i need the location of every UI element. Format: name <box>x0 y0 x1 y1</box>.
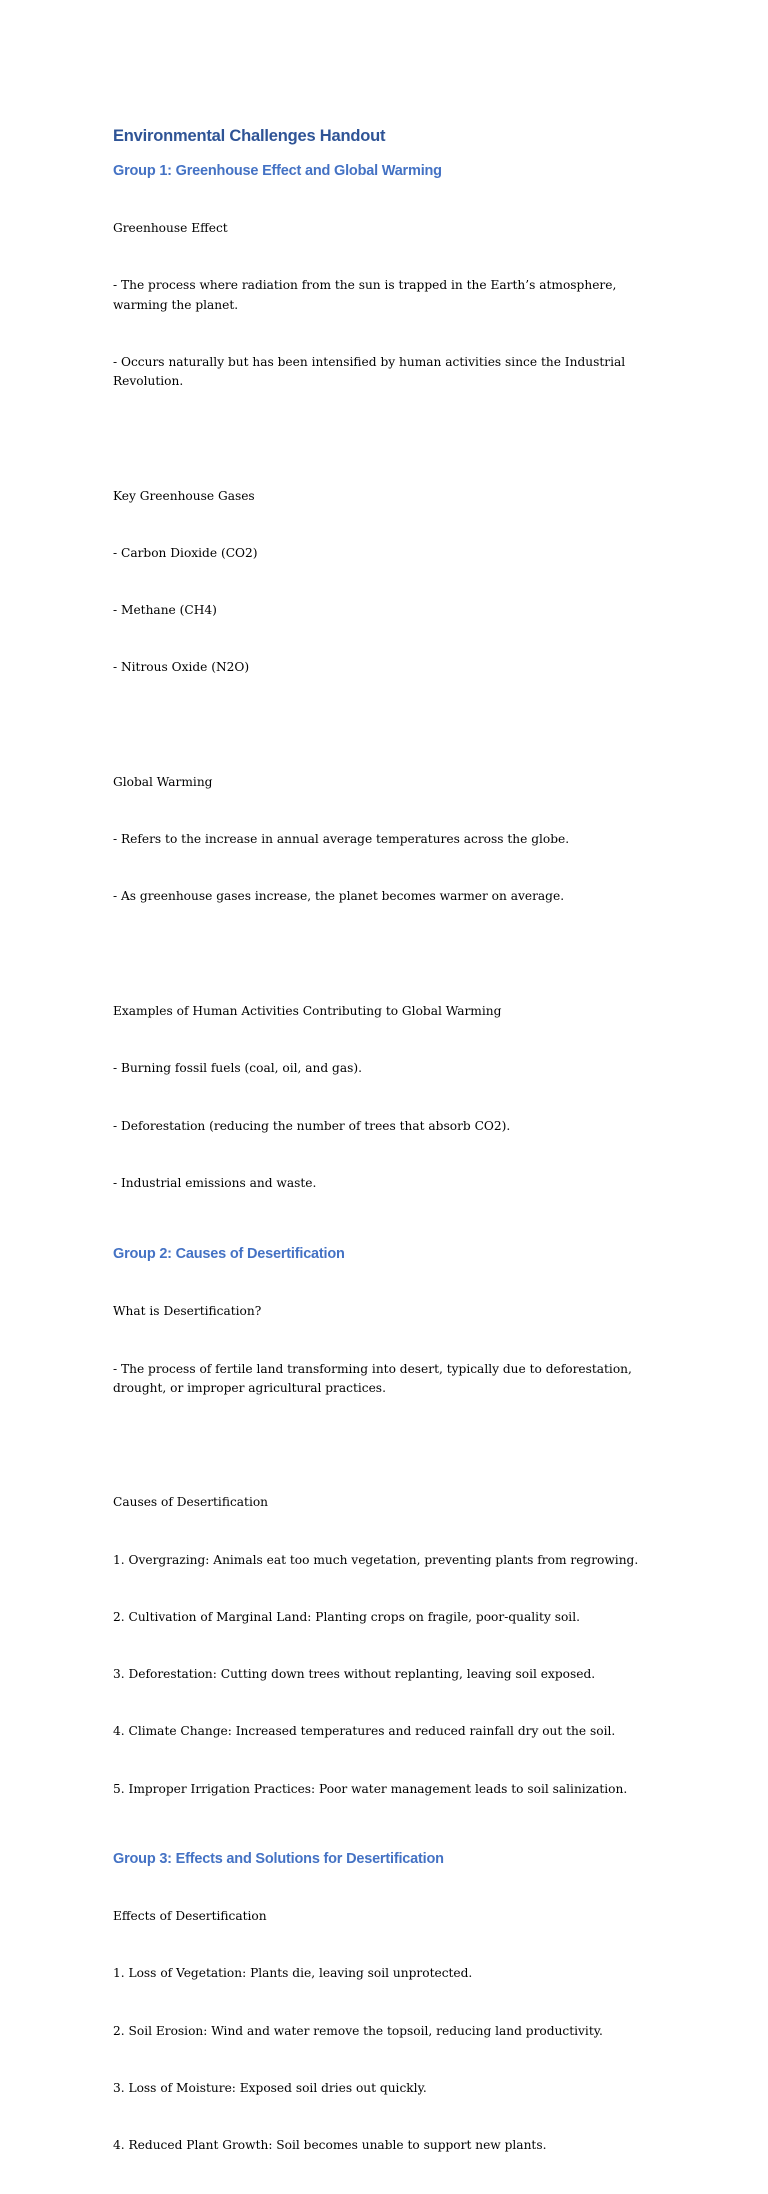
group-2-body <box>113 1264 658 1837</box>
group-3-body <box>113 1869 658 2194</box>
text-line: Examples of Human Activities Contributing to Global Warming <box>113 1004 502 1019</box>
text-line: 3. Deforestation: Cutting down trees without replanting, leaving soil exposed. <box>113 1667 596 1682</box>
text-line: Key Greenhouse Gases <box>113 488 255 503</box>
document-content <box>113 124 658 2194</box>
group-1-body <box>113 181 658 1231</box>
text-line: Causes of Desertification <box>113 1495 269 1510</box>
document-title: Environmental Challenges Handout <box>113 127 386 145</box>
text-line: 4. Climate Change: Increased temperatures and reduced rainfall dry out the soil. <box>113 1724 616 1739</box>
text-line: 4. Reduced Plant Growth: Soil becomes unable to support new plants. <box>113 2138 547 2153</box>
text-line: 5. Improper Irrigation Practices: Poor water management leads to soil salinization. <box>113 1781 628 1796</box>
blank-line <box>113 429 658 448</box>
group-2-heading: Group 2: Causes of Desertification <box>113 1246 345 1263</box>
text-line: 1. Loss of Vegetation: Plants die, leaving soil unprotected. <box>113 1966 473 1981</box>
text-line: - Carbon Dioxide (CO2) <box>113 545 258 560</box>
text-line: Greenhouse Effect <box>113 221 228 236</box>
text-line: - Burning fossil fuels (coal, oil, and gas). <box>113 1061 362 1076</box>
group-3-heading: Group 3: Effects and Solutions for Desertification <box>113 1850 444 1867</box>
text-line: - Industrial emissions and waste. <box>113 1175 317 1190</box>
text-line: - Nitrous Oxide (N2O) <box>113 660 250 675</box>
text-line: - Methane (CH4) <box>113 603 217 618</box>
text-line: - Occurs naturally but has been intensified by human activities since the Industrial Revolution. <box>113 354 630 388</box>
text-line: Effects of Desertification <box>113 1909 267 1924</box>
text-line: - The process of fertile land transforming into desert, typically due to deforestation, drought, or improper agricultural practices. <box>113 1361 636 1395</box>
text-line: Global Warming <box>113 774 213 789</box>
blank-line <box>113 1436 658 1455</box>
blank-line <box>113 945 658 964</box>
text-line: - Deforestation (reducing the number of trees that absorb CO2). <box>113 1118 511 1133</box>
text-line: What is Desertification? <box>113 1304 262 1319</box>
text-line: - As greenhouse gases increase, the planet becomes warmer on average. <box>113 889 565 904</box>
text-line: 3. Loss of Moisture: Exposed soil dries out quickly. <box>113 2081 427 2095</box>
text-line: 2. Cultivation of Marginal Land: Planting crops on fragile, poor-quality soil. <box>113 1609 580 1624</box>
group-1-heading: Group 1: Greenhouse Effect and Global Warming <box>113 163 442 179</box>
text-line: 2. Soil Erosion: Wind and water remove the topsoil, reducing land productivity. <box>113 2023 603 2038</box>
text-line: - Refers to the increase in annual average temperatures across the globe. <box>113 832 570 847</box>
text-line: 1. Overgrazing: Animals eat too much vegetation, preventing plants from regrowing. <box>113 1552 639 1567</box>
text-line: - The process where radiation from the sun is trapped in the Earth’s atmosphere, warming the planet. <box>113 278 621 312</box>
blank-line <box>113 716 658 735</box>
